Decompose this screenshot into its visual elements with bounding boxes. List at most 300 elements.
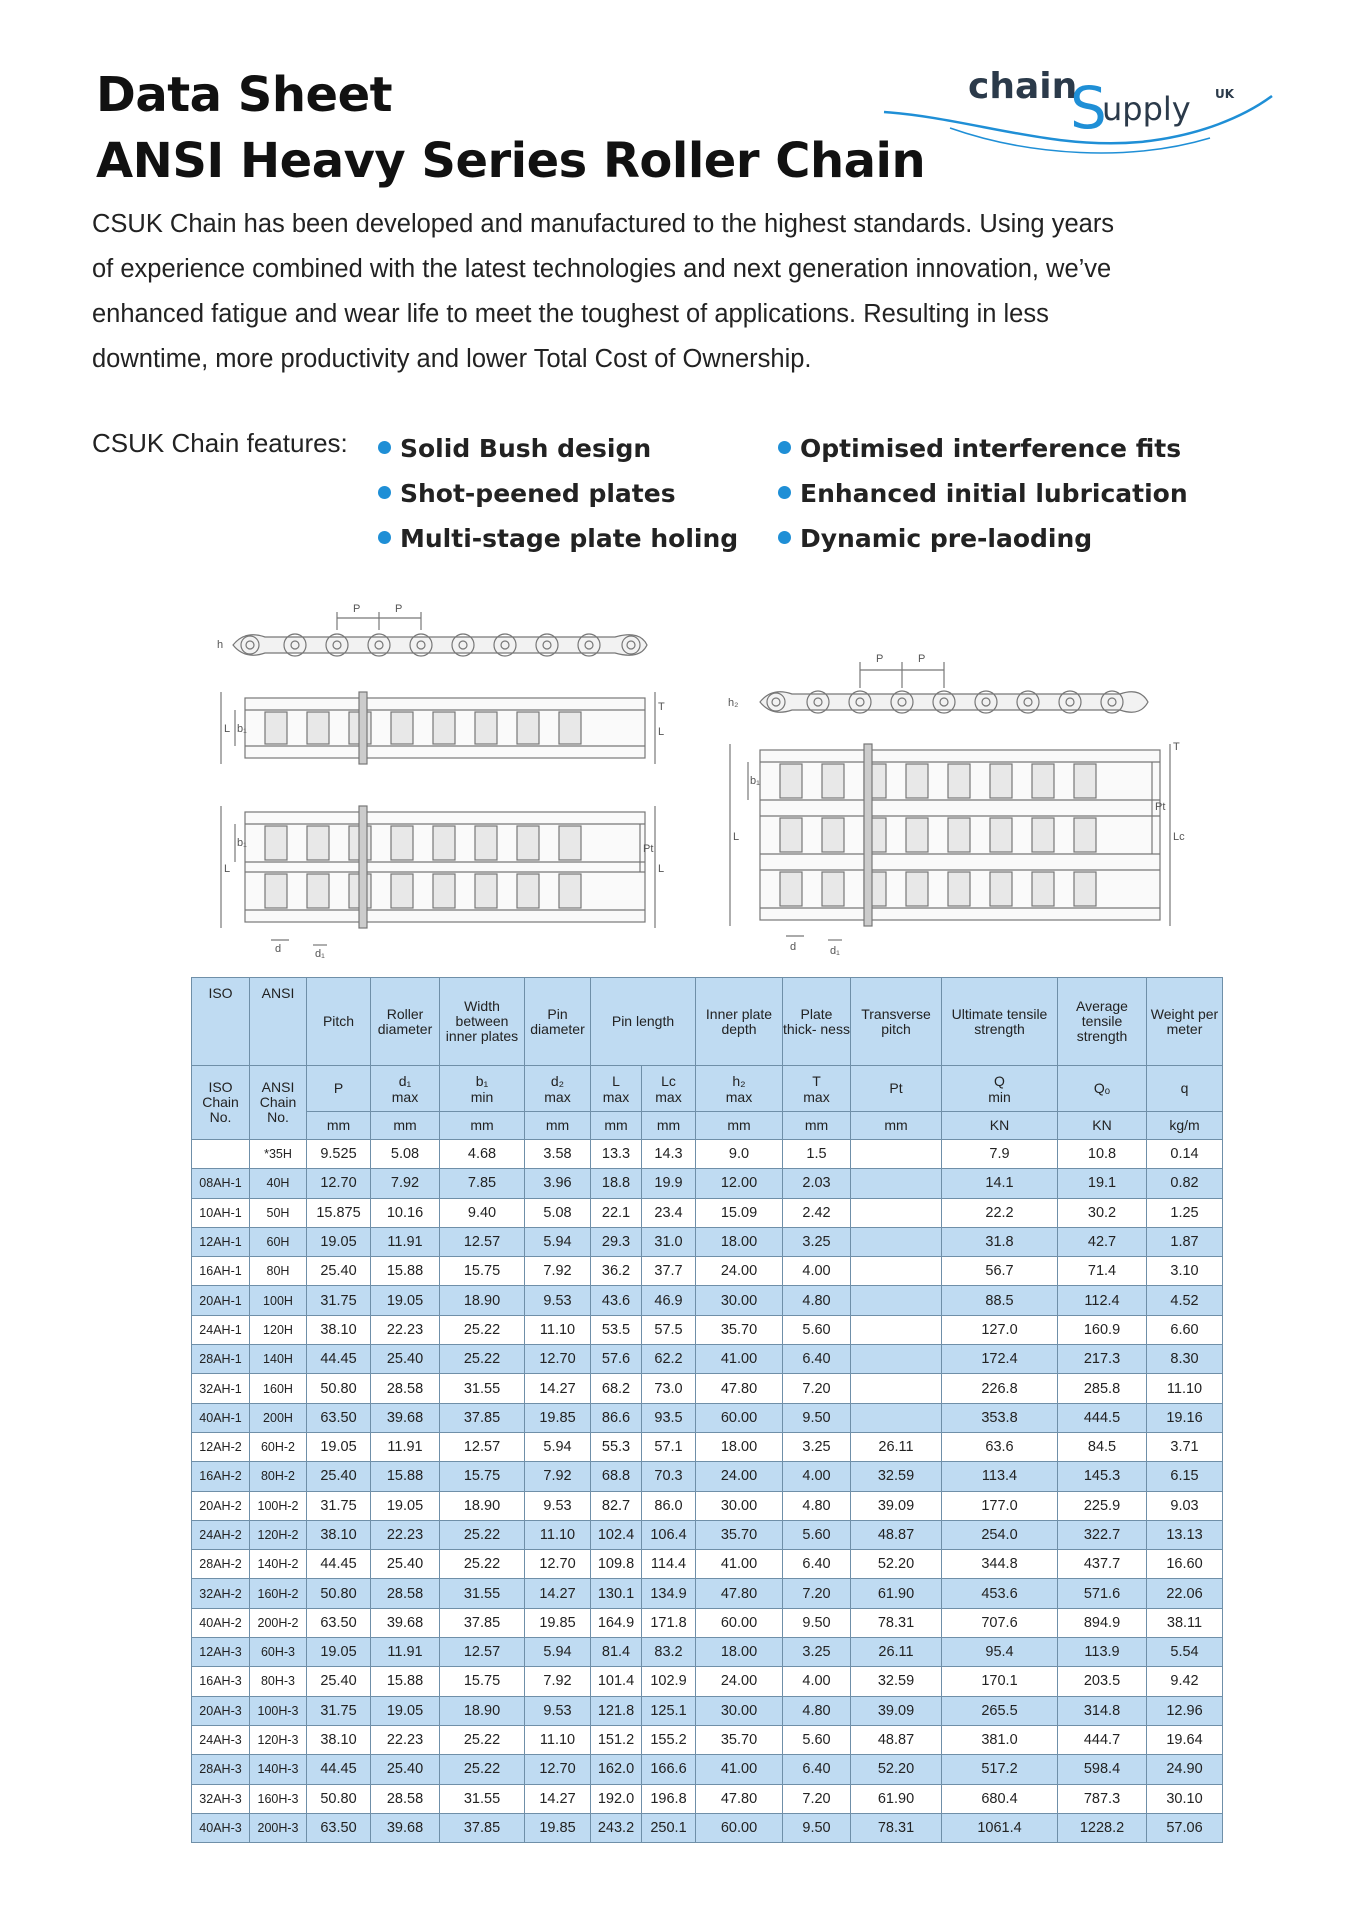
table-cell: 32AH-1 [192, 1374, 250, 1403]
table-cell: 517.2 [942, 1755, 1058, 1784]
table-cell: 50.80 [307, 1579, 371, 1608]
header-symbol-qw: q [1147, 1066, 1223, 1112]
feature-text: Dynamic pre-laoding [800, 524, 1093, 553]
dim-label-b1: b₁ [237, 837, 247, 849]
table-cell: 170.1 [942, 1667, 1058, 1696]
table-cell: 15.75 [440, 1462, 525, 1491]
table-cell: 130.1 [591, 1579, 642, 1608]
table-cell: 171.8 [642, 1608, 696, 1637]
table-cell: 125.1 [642, 1696, 696, 1725]
table-cell: 73.0 [642, 1374, 696, 1403]
table-cell: 5.94 [525, 1432, 591, 1461]
table-cell: 4.52 [1147, 1286, 1223, 1315]
feature-item [378, 524, 738, 553]
table-cell: 680.4 [942, 1784, 1058, 1813]
table-cell: 19.05 [371, 1696, 440, 1725]
table-cell: 3.71 [1147, 1432, 1223, 1461]
table-cell: 5.60 [783, 1315, 851, 1344]
spec-table [191, 977, 1223, 1843]
table-cell: 13.13 [1147, 1520, 1223, 1549]
table-cell: 28.58 [371, 1784, 440, 1813]
table-cell: 81.4 [591, 1638, 642, 1667]
table-cell: 32AH-3 [192, 1784, 250, 1813]
table-cell: 63.6 [942, 1432, 1058, 1461]
table-cell: 38.10 [307, 1725, 371, 1754]
table-cell: 15.88 [371, 1257, 440, 1286]
header-symbol-b1: b₁ min [440, 1066, 525, 1112]
table-cell: 571.6 [1058, 1579, 1147, 1608]
table-row [192, 1198, 1223, 1227]
table-cell: 68.8 [591, 1462, 642, 1491]
table-cell: 16AH-1 [192, 1257, 250, 1286]
bullet-icon [378, 531, 391, 544]
table-cell: 200H-2 [250, 1608, 307, 1637]
table-cell: 56.7 [942, 1257, 1058, 1286]
table-cell: 26.11 [851, 1638, 942, 1667]
table-cell: 5.94 [525, 1638, 591, 1667]
table-cell: 172.4 [942, 1345, 1058, 1374]
table-cell: 15.88 [371, 1462, 440, 1491]
features-label: CSUK Chain features: [92, 428, 348, 458]
table-cell: 44.45 [307, 1345, 371, 1374]
table-cell: 30.2 [1058, 1198, 1147, 1227]
table-cell: 14.27 [525, 1374, 591, 1403]
table-cell: 9.42 [1147, 1667, 1223, 1696]
table-cell: 10.16 [371, 1198, 440, 1227]
table-cell: 196.8 [642, 1784, 696, 1813]
table-cell: 12.70 [525, 1550, 591, 1579]
table-cell: 444.5 [1058, 1403, 1147, 1432]
table-cell: 894.9 [1058, 1608, 1147, 1637]
table-cell: 145.3 [1058, 1462, 1147, 1491]
table-cell: 12.57 [440, 1432, 525, 1461]
unit-cell: KN [942, 1112, 1058, 1140]
table-cell: 127.0 [942, 1315, 1058, 1344]
table-cell: 217.3 [1058, 1345, 1147, 1374]
header-pin-length: Pin length [591, 978, 696, 1066]
table-cell: 19.64 [1147, 1725, 1223, 1754]
table-cell: 68.2 [591, 1374, 642, 1403]
table-cell: 16.60 [1147, 1550, 1223, 1579]
table-cell: 226.8 [942, 1374, 1058, 1403]
table-cell: 19.05 [307, 1432, 371, 1461]
table-cell: 31.75 [307, 1491, 371, 1520]
table-cell: 32.59 [851, 1667, 942, 1696]
table-cell: 43.6 [591, 1286, 642, 1315]
table-cell: 6.60 [1147, 1315, 1223, 1344]
table-cell: 381.0 [942, 1725, 1058, 1754]
dim-label-p: P [918, 653, 926, 665]
table-cell: 93.5 [642, 1403, 696, 1432]
table-cell: 63.50 [307, 1403, 371, 1432]
table-cell: 5.54 [1147, 1638, 1223, 1667]
table-cell: 18.90 [440, 1696, 525, 1725]
table-cell: 11.91 [371, 1638, 440, 1667]
table-cell: 25.22 [440, 1725, 525, 1754]
table-cell: 192.0 [591, 1784, 642, 1813]
table-cell: 25.22 [440, 1345, 525, 1374]
table-cell: 10.8 [1058, 1140, 1147, 1169]
header-pin-diameter: Pin diameter [525, 978, 591, 1066]
table-cell: 265.5 [942, 1696, 1058, 1725]
table-cell: 52.20 [851, 1755, 942, 1784]
table-cell: 28.58 [371, 1374, 440, 1403]
bullet-icon [778, 441, 791, 454]
table-cell: 22.06 [1147, 1579, 1223, 1608]
table-cell: 6.40 [783, 1550, 851, 1579]
table-cell: 18.00 [696, 1432, 783, 1461]
dim-label-l: L [224, 863, 231, 875]
table-cell: 18.90 [440, 1286, 525, 1315]
chain-drawing-single-double [215, 600, 685, 960]
table-cell: 12.00 [696, 1169, 783, 1198]
table-cell: 31.75 [307, 1696, 371, 1725]
table-cell: 86.0 [642, 1491, 696, 1520]
table-cell: 102.4 [591, 1520, 642, 1549]
table-cell: 121.8 [591, 1696, 642, 1725]
table-cell: 8.30 [1147, 1345, 1223, 1374]
header-symbol-pt: Pt [851, 1066, 942, 1112]
chain-drawing-triple [720, 640, 1190, 960]
table-cell: 25.40 [371, 1550, 440, 1579]
dim-label-lc: Lc [1173, 831, 1185, 843]
dim-label-pt: Pt [643, 843, 654, 855]
table-row [192, 1286, 1223, 1315]
table-cell: 50H [250, 1198, 307, 1227]
table-cell: 22.23 [371, 1520, 440, 1549]
table-cell: 1.87 [1147, 1227, 1223, 1256]
feature-item [778, 524, 1092, 553]
table-cell: 35.70 [696, 1315, 783, 1344]
table-cell: 12.57 [440, 1638, 525, 1667]
table-cell: 9.53 [525, 1491, 591, 1520]
table-row [192, 1520, 1223, 1549]
table-row [192, 1784, 1223, 1813]
table-cell: 78.31 [851, 1813, 942, 1842]
table-cell: 12AH-1 [192, 1227, 250, 1256]
dim-label-d1: d₁ [830, 945, 840, 957]
table-cell: 7.20 [783, 1374, 851, 1403]
table-cell: 13.3 [591, 1140, 642, 1169]
table-cell: 6.40 [783, 1345, 851, 1374]
unit-cell: mm [642, 1112, 696, 1140]
dim-label-d: d [275, 943, 282, 955]
table-cell: 29.3 [591, 1227, 642, 1256]
table-cell: 3.10 [1147, 1257, 1223, 1286]
table-cell: 225.9 [1058, 1491, 1147, 1520]
table-cell: 25.22 [440, 1550, 525, 1579]
table-cell: 12.70 [307, 1169, 371, 1198]
table-cell: 30.00 [696, 1491, 783, 1520]
table-cell: 9.0 [696, 1140, 783, 1169]
table-cell: 31.55 [440, 1579, 525, 1608]
table-cell: 39.68 [371, 1813, 440, 1842]
unit-cell: mm [851, 1112, 942, 1140]
table-cell: 28.58 [371, 1579, 440, 1608]
table-row [192, 1579, 1223, 1608]
table-cell: 4.80 [783, 1286, 851, 1315]
table-cell: 106.4 [642, 1520, 696, 1549]
table-cell: 38.10 [307, 1520, 371, 1549]
feature-text: Enhanced initial lubrication [800, 479, 1188, 508]
table-cell: 285.8 [1058, 1374, 1147, 1403]
table-cell: 25.40 [371, 1755, 440, 1784]
table-cell: 28AH-1 [192, 1345, 250, 1374]
table-row [192, 1696, 1223, 1725]
table-cell: 18.8 [591, 1169, 642, 1198]
table-row [192, 1491, 1223, 1520]
intro-line-1: CSUK Chain has been developed and manufactured to the highest standards. Using years [92, 210, 1115, 238]
table-cell: 44.45 [307, 1755, 371, 1784]
table-cell: 453.6 [942, 1579, 1058, 1608]
table-cell: 707.6 [942, 1608, 1058, 1637]
table-cell: 11.10 [525, 1520, 591, 1549]
table-cell: 1061.4 [942, 1813, 1058, 1842]
table-cell: 14.1 [942, 1169, 1058, 1198]
logo-uk: UK [1215, 87, 1235, 101]
table-units-row [192, 1112, 1223, 1140]
table-cell [851, 1374, 942, 1403]
intro-line-2: of experience combined with the latest technologies and next generation innovation, we’ve [92, 255, 1112, 283]
table-cell: 11.10 [1147, 1374, 1223, 1403]
table-cell: 24.00 [696, 1257, 783, 1286]
header-symbol-l: L max [591, 1066, 642, 1112]
dim-label-p: P [395, 603, 403, 615]
unit-cell: kg/m [1147, 1112, 1223, 1140]
table-cell: 40AH-3 [192, 1813, 250, 1842]
table-cell: 113.9 [1058, 1638, 1147, 1667]
table-cell: 70.3 [642, 1462, 696, 1491]
table-cell: 20AH-1 [192, 1286, 250, 1315]
unit-cell: mm [440, 1112, 525, 1140]
table-row [192, 1755, 1223, 1784]
table-cell: 61.90 [851, 1579, 942, 1608]
table-cell: 57.1 [642, 1432, 696, 1461]
table-cell: 9.50 [783, 1813, 851, 1842]
table-cell: 2.42 [783, 1198, 851, 1227]
table-cell: 120H [250, 1315, 307, 1344]
bullet-icon [378, 441, 391, 454]
table-cell: 344.8 [942, 1550, 1058, 1579]
table-cell: 41.00 [696, 1550, 783, 1579]
table-cell: 4.00 [783, 1462, 851, 1491]
table-cell: 41.00 [696, 1345, 783, 1374]
table-cell: 24.00 [696, 1462, 783, 1491]
dim-label-h: h [217, 639, 224, 651]
table-cell: 134.9 [642, 1579, 696, 1608]
table-cell: 18.00 [696, 1227, 783, 1256]
table-cell: 203.5 [1058, 1667, 1147, 1696]
table-cell [851, 1286, 942, 1315]
spec-table-body [192, 1140, 1223, 1843]
table-cell: 15.75 [440, 1257, 525, 1286]
table-cell: 25.22 [440, 1755, 525, 1784]
table-row [192, 1315, 1223, 1344]
table-cell: 437.7 [1058, 1550, 1147, 1579]
table-cell: 14.3 [642, 1140, 696, 1169]
table-cell: 16AH-3 [192, 1667, 250, 1696]
table-cell: 12.70 [525, 1345, 591, 1374]
chain-supply-logo [880, 58, 1280, 168]
table-cell: 7.20 [783, 1784, 851, 1813]
dim-label-l: L [733, 831, 740, 843]
table-cell: 15.09 [696, 1198, 783, 1227]
table-cell: 100H-2 [250, 1491, 307, 1520]
logo-word-supply: upply [1102, 90, 1191, 128]
table-cell: 164.9 [591, 1608, 642, 1637]
table-cell: 11.91 [371, 1227, 440, 1256]
table-cell: 7.92 [525, 1462, 591, 1491]
table-cell: 38.10 [307, 1315, 371, 1344]
table-cell: 100H-3 [250, 1696, 307, 1725]
table-cell: 120H-2 [250, 1520, 307, 1549]
table-cell: 160H-2 [250, 1579, 307, 1608]
header-width: Width between inner plates [440, 978, 525, 1066]
table-cell: 38.11 [1147, 1608, 1223, 1637]
table-cell: 7.92 [371, 1169, 440, 1198]
dim-label-b1: b₁ [237, 723, 247, 735]
header-iso-chain-no: ISO Chain No. [192, 1066, 250, 1140]
bullet-icon [778, 486, 791, 499]
table-cell: 10AH-1 [192, 1198, 250, 1227]
table-cell: 47.80 [696, 1784, 783, 1813]
table-cell: 39.68 [371, 1403, 440, 1432]
table-row [192, 1169, 1223, 1198]
header-symbol-q0: Qₒ [1058, 1066, 1147, 1112]
table-cell: 55.3 [591, 1432, 642, 1461]
table-cell: 15.75 [440, 1667, 525, 1696]
feature-item [778, 479, 1188, 508]
table-cell: 80H-3 [250, 1667, 307, 1696]
table-cell: 19.85 [525, 1813, 591, 1842]
table-cell: 32AH-2 [192, 1579, 250, 1608]
unit-cell: KN [1058, 1112, 1147, 1140]
table-cell: 9.53 [525, 1696, 591, 1725]
logo-word-chain: chain [968, 66, 1078, 107]
feature-text: Optimised interference fits [800, 434, 1182, 463]
table-cell: 4.00 [783, 1667, 851, 1696]
table-cell: 120H-3 [250, 1725, 307, 1754]
title-line-2: ANSI Heavy Series Roller Chain [96, 133, 926, 189]
table-cell: 1.5 [783, 1140, 851, 1169]
header-symbol-t: T max [783, 1066, 851, 1112]
table-cell: 9.03 [1147, 1491, 1223, 1520]
table-cell: 20AH-3 [192, 1696, 250, 1725]
table-cell: 18.00 [696, 1638, 783, 1667]
table-cell: 151.2 [591, 1725, 642, 1754]
table-cell: 19.05 [371, 1491, 440, 1520]
table-cell: 6.15 [1147, 1462, 1223, 1491]
table-cell: 18.90 [440, 1491, 525, 1520]
table-cell: 11.91 [371, 1432, 440, 1461]
logo-s-initial: S [1070, 74, 1107, 142]
table-cell: 12.96 [1147, 1696, 1223, 1725]
table-row [192, 1432, 1223, 1461]
header-ansi: ANSI [250, 978, 307, 1066]
table-cell: 24AH-3 [192, 1725, 250, 1754]
unit-cell: mm [591, 1112, 642, 1140]
table-cell: 31.55 [440, 1374, 525, 1403]
table-cell: 47.80 [696, 1579, 783, 1608]
table-cell: 60H-3 [250, 1638, 307, 1667]
dim-label-b1: b₁ [750, 775, 760, 787]
table-cell: 14.27 [525, 1579, 591, 1608]
table-cell: 80H [250, 1257, 307, 1286]
table-cell: 5.94 [525, 1227, 591, 1256]
table-cell: 40AH-2 [192, 1608, 250, 1637]
table-row [192, 1667, 1223, 1696]
table-cell: 30.10 [1147, 1784, 1223, 1813]
table-cell: 60.00 [696, 1813, 783, 1842]
unit-cell: mm [307, 1112, 371, 1140]
table-cell: 47.80 [696, 1374, 783, 1403]
table-cell: 95.4 [942, 1638, 1058, 1667]
header-symbol-p: P [307, 1066, 371, 1112]
table-cell: 0.82 [1147, 1169, 1223, 1198]
table-row [192, 1374, 1223, 1403]
dim-label-p: P [353, 603, 361, 615]
table-cell: 26.11 [851, 1432, 942, 1461]
table-row [192, 1403, 1223, 1432]
table-cell: 9.40 [440, 1198, 525, 1227]
table-cell: 19.16 [1147, 1403, 1223, 1432]
table-cell: 08AH-1 [192, 1169, 250, 1198]
table-cell: 162.0 [591, 1755, 642, 1784]
table-cell: 19.05 [307, 1638, 371, 1667]
table-cell: 100H [250, 1286, 307, 1315]
header-plate-thickness: Plate thick- ness [783, 978, 851, 1066]
table-cell: 31.0 [642, 1227, 696, 1256]
table-cell: 25.22 [440, 1520, 525, 1549]
unit-cell: mm [696, 1112, 783, 1140]
table-row [192, 1608, 1223, 1637]
table-cell: 353.8 [942, 1403, 1058, 1432]
table-cell: 37.7 [642, 1257, 696, 1286]
table-cell: 12.70 [525, 1755, 591, 1784]
intro-line-4: downtime, more productivity and lower Total Cost of Ownership. [92, 345, 812, 373]
table-cell: 57.5 [642, 1315, 696, 1344]
table-cell: 25.40 [307, 1257, 371, 1286]
table-cell [851, 1403, 942, 1432]
table-cell: 35.70 [696, 1725, 783, 1754]
table-cell: 6.40 [783, 1755, 851, 1784]
table-row [192, 1140, 1223, 1169]
table-row [192, 1638, 1223, 1667]
table-cell: 37.85 [440, 1403, 525, 1432]
table-row [192, 1345, 1223, 1374]
table-cell: 19.85 [525, 1608, 591, 1637]
table-cell: 48.87 [851, 1520, 942, 1549]
intro-line-3: enhanced fatigue and wear life to meet the toughest of applications. Resulting in less [92, 300, 1049, 328]
table-cell: 71.4 [1058, 1257, 1147, 1286]
table-cell: 42.7 [1058, 1227, 1147, 1256]
header-symbol-d1: d₁ max [371, 1066, 440, 1112]
table-cell: 36.2 [591, 1257, 642, 1286]
table-row [192, 1550, 1223, 1579]
table-cell: 7.20 [783, 1579, 851, 1608]
table-cell [851, 1345, 942, 1374]
table-cell: 102.9 [642, 1667, 696, 1696]
table-cell: 250.1 [642, 1813, 696, 1842]
table-cell: 41.00 [696, 1755, 783, 1784]
table-cell: 7.92 [525, 1667, 591, 1696]
table-cell: 160.9 [1058, 1315, 1147, 1344]
dim-label-h2: h₂ [728, 697, 739, 709]
table-cell: 114.4 [642, 1550, 696, 1579]
feature-item [378, 479, 676, 508]
table-cell: 12AH-2 [192, 1432, 250, 1461]
table-cell: 39.68 [371, 1608, 440, 1637]
